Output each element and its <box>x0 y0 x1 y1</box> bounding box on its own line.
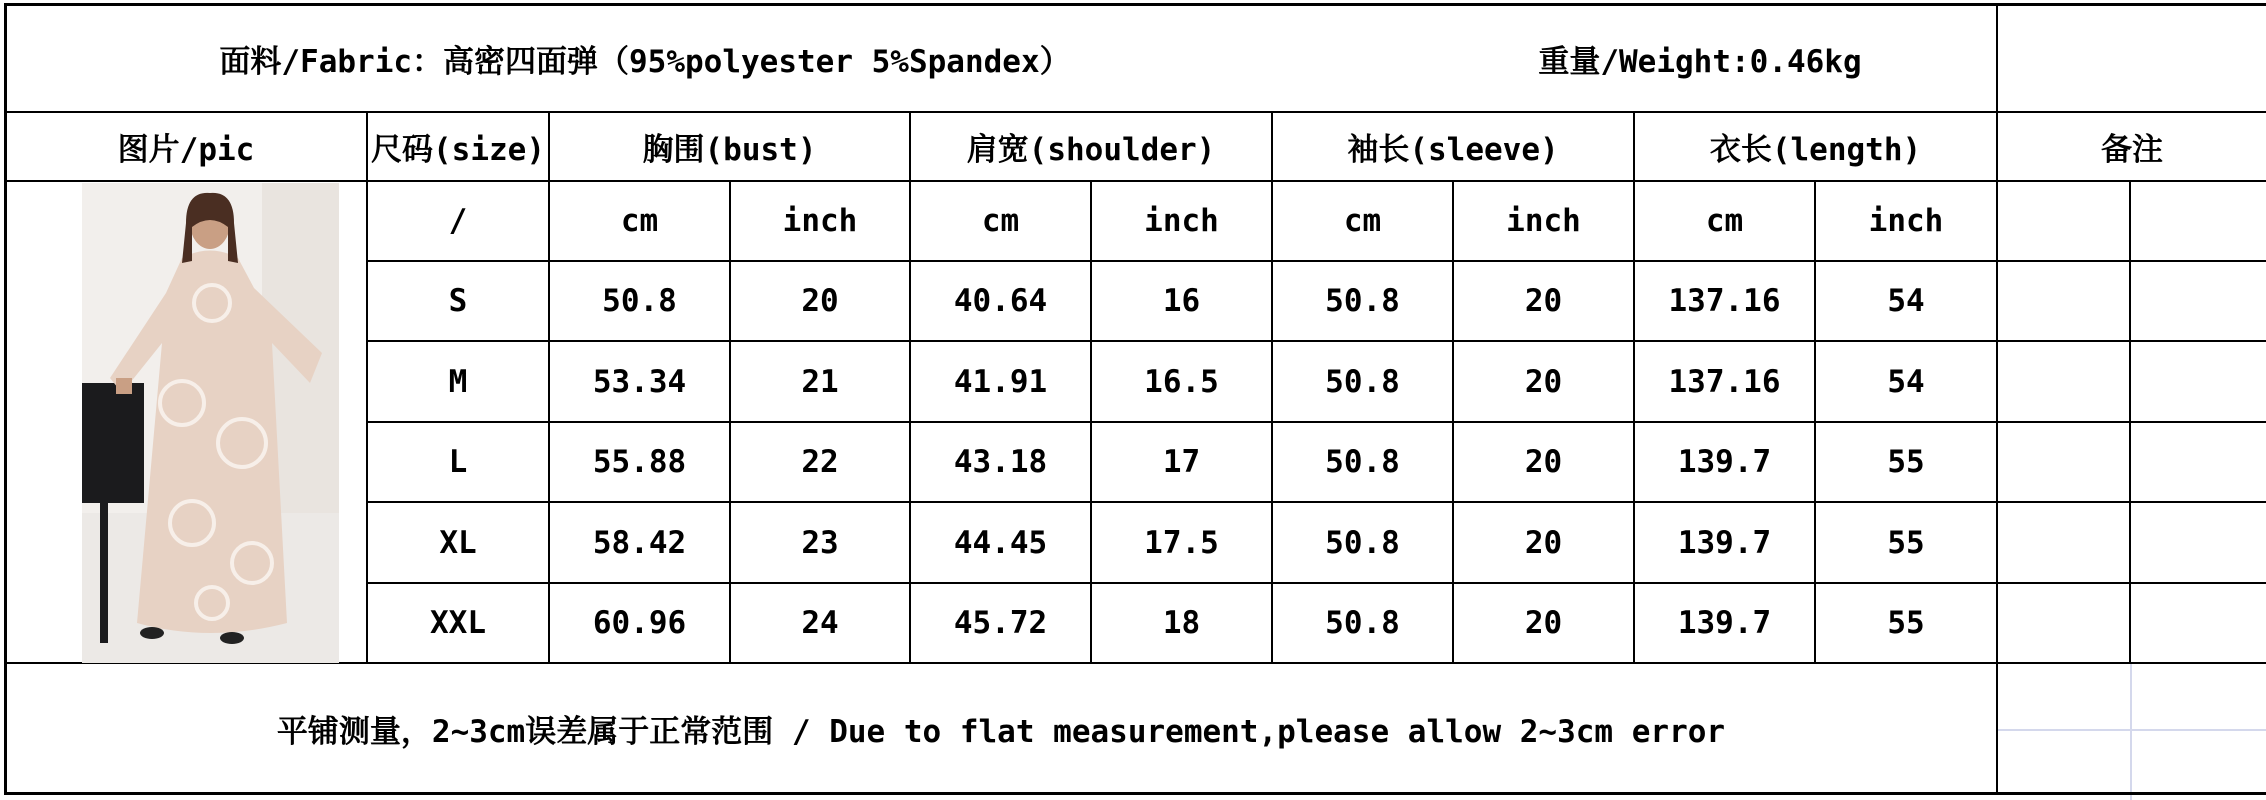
table-border-bottom <box>4 792 2266 795</box>
column-header-sleeve: 袖长(sleeve) <box>1347 132 1559 168</box>
sleeve-cm-cell: 50.8 <box>1325 524 1400 561</box>
faint-gridline <box>1996 729 2266 731</box>
bust-inch-cell: 21 <box>801 363 839 400</box>
sleeve-inch-cell: 20 <box>1524 524 1563 561</box>
length-cm-cell: 139.7 <box>1677 444 1772 480</box>
bust-cm-cell: 50.8 <box>602 283 677 319</box>
size-cell: XXL <box>430 605 486 641</box>
size-cell: L <box>448 444 468 480</box>
length-inch-cell: 54 <box>1887 283 1925 319</box>
bust-cm-cell: 60.96 <box>592 605 687 641</box>
dress-model-photo <box>82 183 339 663</box>
length-inch-cell: 55 <box>1887 605 1925 641</box>
dress-photo-image <box>82 183 339 663</box>
shoulder-inch-cell: 18 <box>1162 605 1201 641</box>
bust-cm-cell: 55.88 <box>592 444 687 480</box>
sleeve-cm-cell: 50.8 <box>1325 605 1400 641</box>
shoulder-inch-cell: 17 <box>1162 444 1201 480</box>
column-header-length: 衣长(length) <box>1709 132 1922 168</box>
sleeve-cm-cell: 50.8 <box>1325 283 1400 319</box>
measurement-note: 平铺测量，2~3cm误差属于正常范围 / Due to flat measurement,please allow 2~3cm error <box>276 713 1726 750</box>
length-inch-cell: 55 <box>1887 444 1925 480</box>
shoulder-cm-cell: 45.72 <box>953 605 1048 641</box>
units-sleeve-cm: cm <box>1343 203 1382 239</box>
sleeve-inch-cell: 20 <box>1524 444 1563 480</box>
sleeve-inch-cell: 20 <box>1524 283 1563 319</box>
units-shoulder-inch: inch <box>1144 203 1219 239</box>
sleeve-cm-cell: 50.8 <box>1325 444 1400 480</box>
fabric-label: 面料/Fabric：高密四面弹（95%polyester 5%Spandex） <box>219 44 1071 80</box>
length-cm-cell: 137.16 <box>1668 363 1781 400</box>
bust-cm-cell: 58.42 <box>592 524 687 561</box>
units-size-slash: / <box>448 203 468 239</box>
length-inch-cell: 55 <box>1887 524 1925 561</box>
column-header-remark: 备注 <box>2101 132 2163 168</box>
shoulder-inch-cell: 16 <box>1162 283 1201 319</box>
bust-inch-cell: 23 <box>801 524 839 561</box>
shoulder-cm-cell: 43.18 <box>953 444 1048 480</box>
length-cm-cell: 137.16 <box>1668 283 1781 319</box>
shoulder-inch-cell: 17.5 <box>1144 524 1219 561</box>
units-length-cm: cm <box>1705 203 1744 239</box>
units-bust-cm: cm <box>620 203 659 239</box>
column-header-shoulder: 肩宽(shoulder) <box>966 132 1216 168</box>
units-shoulder-cm: cm <box>981 203 1020 239</box>
sleeve-inch-cell: 20 <box>1524 605 1563 641</box>
weight-label: 重量/Weight:0.46kg <box>1538 44 1862 80</box>
shoulder-cm-cell: 41.91 <box>953 363 1048 400</box>
bust-inch-cell: 24 <box>801 605 839 641</box>
column-header-pic: 图片/pic <box>117 132 255 168</box>
shoulder-cm-cell: 44.45 <box>953 524 1048 561</box>
units-sleeve-inch: inch <box>1506 203 1581 239</box>
sleeve-inch-cell: 20 <box>1524 363 1563 400</box>
shoulder-inch-cell: 16.5 <box>1144 363 1219 400</box>
units-bust-inch: inch <box>782 203 858 239</box>
size-cell: M <box>448 363 468 400</box>
bust-cm-cell: 53.34 <box>592 363 687 400</box>
column-header-bust: 胸围(bust) <box>642 132 817 168</box>
length-cm-cell: 139.7 <box>1677 524 1772 561</box>
sleeve-cm-cell: 50.8 <box>1325 363 1400 400</box>
length-cm-cell: 139.7 <box>1677 605 1772 641</box>
column-header-size: 尺码(size) <box>371 132 545 168</box>
size-cell: S <box>448 283 468 319</box>
bust-inch-cell: 22 <box>801 444 839 480</box>
length-inch-cell: 54 <box>1887 363 1925 400</box>
bust-inch-cell: 20 <box>801 283 839 319</box>
faint-gridline <box>2130 662 2132 800</box>
shoulder-cm-cell: 40.64 <box>953 283 1048 319</box>
units-length-inch: inch <box>1868 203 1944 239</box>
size-cell: XL <box>439 524 477 561</box>
col-divider <box>2129 180 2131 663</box>
